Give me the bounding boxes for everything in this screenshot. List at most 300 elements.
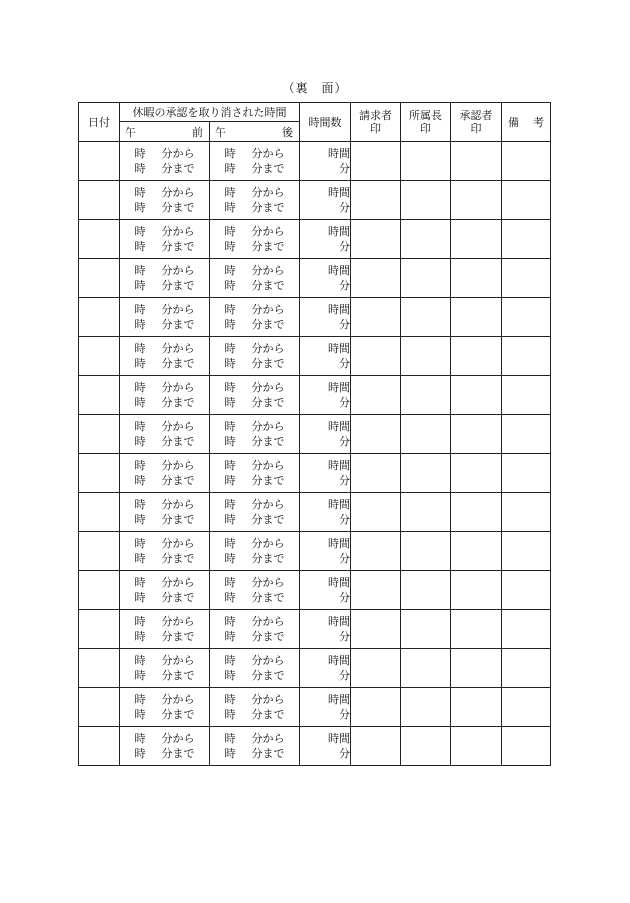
hours-unit-label: 時間 <box>328 459 350 472</box>
hour-label: 時 <box>134 747 146 760</box>
hour-label: 時 <box>134 279 146 292</box>
approver-seal-cell[interactable] <box>451 181 502 220</box>
remarks-cell[interactable] <box>502 610 551 649</box>
am-time-cell[interactable] <box>120 532 210 571</box>
minutes-from-label: 分から <box>161 381 195 394</box>
minutes-from-label: 分から <box>251 615 285 628</box>
minutes-unit-label: 分 <box>339 747 350 760</box>
minutes-to-label: 分まで <box>161 396 195 409</box>
hour-label: 時 <box>134 162 146 175</box>
dept-head-seal-cell[interactable] <box>401 688 451 727</box>
table-row <box>79 415 551 454</box>
date-cell[interactable] <box>79 142 120 181</box>
pm-time-cell[interactable] <box>210 337 300 376</box>
hours-unit-label: 時間 <box>328 147 350 160</box>
requester-seal-cell[interactable] <box>351 454 401 493</box>
approver-seal-cell[interactable] <box>451 571 502 610</box>
hour-label: 時 <box>134 186 146 199</box>
pm-time-cell[interactable] <box>210 220 300 259</box>
hours-cell[interactable] <box>300 571 351 610</box>
am-time-cell[interactable] <box>120 181 210 220</box>
hour-label: 時 <box>134 513 146 526</box>
requester-seal-cell[interactable] <box>351 337 401 376</box>
hour-label: 時 <box>134 240 146 253</box>
approver-seal-cell[interactable] <box>451 337 502 376</box>
approver-seal-cell[interactable] <box>451 220 502 259</box>
approver-seal-cell[interactable] <box>451 298 502 337</box>
header-dept-head-seal-label: 印 <box>420 122 431 135</box>
remarks-cell[interactable] <box>502 298 551 337</box>
minutes-to-label: 分まで <box>161 162 195 175</box>
am-time-cell[interactable] <box>120 376 210 415</box>
minutes-to-label: 分まで <box>161 513 195 526</box>
minutes-from-label: 分から <box>161 147 195 160</box>
approver-seal-cell[interactable] <box>451 610 502 649</box>
minutes-to-label: 分まで <box>161 201 195 214</box>
hours-unit-label: 時間 <box>328 342 350 355</box>
minutes-from-label: 分から <box>161 498 195 511</box>
hour-label: 時 <box>224 201 236 214</box>
hour-label: 時 <box>134 474 146 487</box>
remarks-cell[interactable] <box>502 493 551 532</box>
requester-seal-cell[interactable] <box>351 649 401 688</box>
pm-time-cell[interactable] <box>210 610 300 649</box>
date-cell[interactable] <box>79 649 120 688</box>
hour-label: 時 <box>134 201 146 214</box>
minutes-to-label: 分まで <box>161 318 195 331</box>
minutes-from-label: 分から <box>251 303 285 316</box>
requester-seal-cell[interactable] <box>351 532 401 571</box>
header-requester-seal-label: 印 <box>370 122 381 135</box>
date-cell[interactable] <box>79 688 120 727</box>
hour-label: 時 <box>224 591 236 604</box>
am-time-cell[interactable] <box>120 298 210 337</box>
minutes-from-label: 分から <box>161 459 195 472</box>
hour-label: 時 <box>224 498 236 511</box>
hour-label: 時 <box>134 381 146 394</box>
remarks-cell[interactable] <box>502 220 551 259</box>
dept-head-seal-cell[interactable] <box>401 220 451 259</box>
pm-time-cell[interactable] <box>210 649 300 688</box>
minutes-to-label: 分まで <box>161 747 195 760</box>
minutes-from-label: 分から <box>251 420 285 433</box>
hour-label: 時 <box>134 147 146 160</box>
hours-unit-label: 時間 <box>328 225 350 238</box>
minutes-to-label: 分まで <box>161 279 195 292</box>
remarks-cell[interactable] <box>502 649 551 688</box>
minutes-unit-label: 分 <box>339 396 350 409</box>
hour-label: 時 <box>134 669 146 682</box>
minutes-from-label: 分から <box>251 654 285 667</box>
minutes-to-label: 分まで <box>251 396 285 409</box>
table-row <box>79 376 551 415</box>
minutes-unit-label: 分 <box>339 279 350 292</box>
hours-cell[interactable] <box>300 727 351 766</box>
hours-unit-label: 時間 <box>328 381 350 394</box>
minutes-from-label: 分から <box>161 342 195 355</box>
hour-label: 時 <box>224 435 236 448</box>
minutes-unit-label: 分 <box>339 240 350 253</box>
pm-time-cell[interactable] <box>210 181 300 220</box>
date-cell[interactable] <box>79 532 120 571</box>
hours-cell[interactable] <box>300 454 351 493</box>
date-cell[interactable] <box>79 493 120 532</box>
header-am <box>120 122 210 142</box>
table-row <box>79 649 551 688</box>
hour-label: 時 <box>224 576 236 589</box>
hour-label: 時 <box>224 357 236 370</box>
minutes-from-label: 分から <box>251 459 285 472</box>
table-row <box>79 142 551 181</box>
remarks-cell[interactable] <box>502 142 551 181</box>
minutes-from-label: 分から <box>251 576 285 589</box>
requester-seal-cell[interactable] <box>351 220 401 259</box>
minutes-from-label: 分から <box>251 498 285 511</box>
minutes-unit-label: 分 <box>339 630 350 643</box>
dept-head-seal-cell[interactable] <box>401 181 451 220</box>
minutes-unit-label: 分 <box>339 552 350 565</box>
approver-seal-cell[interactable] <box>451 727 502 766</box>
hour-label: 時 <box>224 732 236 745</box>
minutes-unit-label: 分 <box>339 162 350 175</box>
hour-label: 時 <box>224 513 236 526</box>
minutes-from-label: 分から <box>161 264 195 277</box>
am-time-cell[interactable] <box>120 649 210 688</box>
minutes-to-label: 分まで <box>251 708 285 721</box>
hours-cell[interactable] <box>300 415 351 454</box>
header-dept-head-label: 所属長 <box>409 109 442 122</box>
dept-head-seal-cell[interactable] <box>401 571 451 610</box>
requester-seal-cell[interactable] <box>351 259 401 298</box>
hour-label: 時 <box>224 630 236 643</box>
hour-label: 時 <box>224 186 236 199</box>
table-row <box>79 259 551 298</box>
requester-seal-cell[interactable] <box>351 181 401 220</box>
remarks-cell[interactable] <box>502 259 551 298</box>
minutes-from-label: 分から <box>161 654 195 667</box>
dept-head-seal-cell[interactable] <box>401 649 451 688</box>
header-cancelled-approval-time: 休暇の承認を取り消された時間 <box>120 103 300 122</box>
hour-label: 時 <box>134 225 146 238</box>
minutes-from-label: 分から <box>251 381 285 394</box>
table-row <box>79 571 551 610</box>
am-time-cell[interactable] <box>120 727 210 766</box>
pm-time-cell[interactable] <box>210 376 300 415</box>
dept-head-seal-cell[interactable] <box>401 532 451 571</box>
date-cell[interactable] <box>79 376 120 415</box>
header-remarks <box>502 103 551 142</box>
date-cell[interactable] <box>79 298 120 337</box>
pm-time-cell[interactable] <box>210 454 300 493</box>
table-row <box>79 181 551 220</box>
hour-label: 時 <box>224 318 236 331</box>
am-time-cell[interactable] <box>120 142 210 181</box>
hours-unit-label: 時間 <box>328 693 350 706</box>
table-row <box>79 220 551 259</box>
approver-seal-cell[interactable] <box>451 532 502 571</box>
hours-unit-label: 時間 <box>328 654 350 667</box>
hours-cell[interactable] <box>300 532 351 571</box>
dept-head-seal-cell[interactable] <box>401 415 451 454</box>
hour-label: 時 <box>134 303 146 316</box>
date-cell[interactable] <box>79 181 120 220</box>
minutes-unit-label: 分 <box>339 318 350 331</box>
pm-time-cell[interactable] <box>210 571 300 610</box>
hour-label: 時 <box>224 420 236 433</box>
remarks-cell[interactable] <box>502 571 551 610</box>
requester-seal-cell[interactable] <box>351 493 401 532</box>
hours-cell[interactable] <box>300 220 351 259</box>
table-row <box>79 727 551 766</box>
date-cell[interactable] <box>79 454 120 493</box>
hour-label: 時 <box>224 669 236 682</box>
date-cell[interactable] <box>79 337 120 376</box>
minutes-to-label: 分まで <box>251 162 285 175</box>
hours-cell[interactable] <box>300 649 351 688</box>
table-row <box>79 688 551 727</box>
am-time-cell[interactable] <box>120 337 210 376</box>
minutes-to-label: 分まで <box>251 435 285 448</box>
hour-label: 時 <box>224 303 236 316</box>
date-cell[interactable] <box>79 259 120 298</box>
approver-seal-cell[interactable] <box>451 454 502 493</box>
dept-head-seal-cell[interactable] <box>401 337 451 376</box>
remarks-cell[interactable] <box>502 376 551 415</box>
hour-label: 時 <box>134 342 146 355</box>
minutes-to-label: 分まで <box>161 591 195 604</box>
minutes-unit-label: 分 <box>339 201 350 214</box>
minutes-to-label: 分まで <box>251 513 285 526</box>
date-cell[interactable] <box>79 415 120 454</box>
minutes-to-label: 分まで <box>251 669 285 682</box>
am-time-cell[interactable] <box>120 259 210 298</box>
approver-seal-cell[interactable] <box>451 259 502 298</box>
header-requester-label: 請求者 <box>359 109 392 122</box>
dept-head-seal-cell[interactable] <box>401 259 451 298</box>
header-remarks-b: 考 <box>533 115 544 129</box>
hour-label: 時 <box>134 732 146 745</box>
hour-label: 時 <box>224 279 236 292</box>
header-pm-a: 午 <box>215 125 226 139</box>
remarks-cell[interactable] <box>502 454 551 493</box>
pm-time-cell[interactable] <box>210 532 300 571</box>
hour-label: 時 <box>134 654 146 667</box>
date-cell[interactable] <box>79 727 120 766</box>
minutes-unit-label: 分 <box>339 513 350 526</box>
hours-cell[interactable] <box>300 337 351 376</box>
minutes-from-label: 分から <box>251 225 285 238</box>
header-pm <box>210 122 300 142</box>
hours-cell[interactable] <box>300 688 351 727</box>
minutes-unit-label: 分 <box>339 474 350 487</box>
header-am-b: 前 <box>192 125 203 139</box>
hour-label: 時 <box>224 693 236 706</box>
table-row <box>79 610 551 649</box>
header-dept-head-seal <box>401 103 451 142</box>
pm-time-cell[interactable] <box>210 259 300 298</box>
requester-seal-cell[interactable] <box>351 376 401 415</box>
minutes-to-label: 分まで <box>251 357 285 370</box>
header-approver-seal <box>451 103 502 142</box>
dept-head-seal-cell[interactable] <box>401 454 451 493</box>
hour-label: 時 <box>224 225 236 238</box>
pm-time-cell[interactable] <box>210 688 300 727</box>
requester-seal-cell[interactable] <box>351 571 401 610</box>
am-time-cell[interactable] <box>120 610 210 649</box>
hour-label: 時 <box>134 420 146 433</box>
hour-label: 時 <box>224 264 236 277</box>
hour-label: 時 <box>134 630 146 643</box>
hour-label: 時 <box>134 576 146 589</box>
requester-seal-cell[interactable] <box>351 298 401 337</box>
approver-seal-cell[interactable] <box>451 376 502 415</box>
date-cell[interactable] <box>79 610 120 649</box>
requester-seal-cell[interactable] <box>351 727 401 766</box>
hours-cell[interactable] <box>300 610 351 649</box>
hour-label: 時 <box>134 459 146 472</box>
minutes-from-label: 分から <box>161 693 195 706</box>
hour-label: 時 <box>224 615 236 628</box>
dept-head-seal-cell[interactable] <box>401 376 451 415</box>
minutes-to-label: 分まで <box>251 747 285 760</box>
table-row <box>79 298 551 337</box>
minutes-unit-label: 分 <box>339 357 350 370</box>
hours-unit-label: 時間 <box>328 537 350 550</box>
leave-cancellation-table <box>78 102 551 766</box>
minutes-from-label: 分から <box>251 186 285 199</box>
hours-unit-label: 時間 <box>328 576 350 589</box>
dept-head-seal-cell[interactable] <box>401 727 451 766</box>
hours-unit-label: 時間 <box>328 186 350 199</box>
hours-cell[interactable] <box>300 181 351 220</box>
minutes-from-label: 分から <box>161 732 195 745</box>
minutes-to-label: 分まで <box>161 240 195 253</box>
hour-label: 時 <box>134 552 146 565</box>
minutes-to-label: 分まで <box>251 630 285 643</box>
hour-label: 時 <box>224 708 236 721</box>
dept-head-seal-cell[interactable] <box>401 298 451 337</box>
hours-cell[interactable] <box>300 298 351 337</box>
remarks-cell[interactable] <box>502 727 551 766</box>
header-requester-seal <box>351 103 401 142</box>
am-time-cell[interactable] <box>120 454 210 493</box>
hour-label: 時 <box>224 654 236 667</box>
minutes-unit-label: 分 <box>339 708 350 721</box>
minutes-from-label: 分から <box>251 732 285 745</box>
pm-time-cell[interactable] <box>210 415 300 454</box>
minutes-to-label: 分まで <box>161 708 195 721</box>
approver-seal-cell[interactable] <box>451 415 502 454</box>
hour-label: 時 <box>134 357 146 370</box>
minutes-to-label: 分まで <box>251 552 285 565</box>
header-pm-b: 後 <box>282 125 293 139</box>
minutes-from-label: 分から <box>251 264 285 277</box>
remarks-cell[interactable] <box>502 532 551 571</box>
minutes-from-label: 分から <box>251 147 285 160</box>
dept-head-seal-cell[interactable] <box>401 493 451 532</box>
minutes-from-label: 分から <box>251 537 285 550</box>
remarks-cell[interactable] <box>502 415 551 454</box>
header-approver-label: 承認者 <box>459 109 493 122</box>
hour-label: 時 <box>224 162 236 175</box>
table-row <box>79 337 551 376</box>
approver-seal-cell[interactable] <box>451 493 502 532</box>
minutes-unit-label: 分 <box>339 669 350 682</box>
hours-unit-label: 時間 <box>328 303 350 316</box>
hours-cell[interactable] <box>300 376 351 415</box>
pm-time-cell[interactable] <box>210 298 300 337</box>
hours-cell[interactable] <box>300 493 351 532</box>
date-cell[interactable] <box>79 571 120 610</box>
hour-label: 時 <box>134 591 146 604</box>
hours-cell[interactable] <box>300 259 351 298</box>
pm-time-cell[interactable] <box>210 493 300 532</box>
hours-unit-label: 時間 <box>328 732 350 745</box>
hour-label: 時 <box>134 435 146 448</box>
requester-seal-cell[interactable] <box>351 142 401 181</box>
date-cell[interactable] <box>79 220 120 259</box>
page-title: （裏 面） <box>282 81 348 95</box>
hour-label: 時 <box>134 498 146 511</box>
minutes-to-label: 分まで <box>251 279 285 292</box>
requester-seal-cell[interactable] <box>351 688 401 727</box>
requester-seal-cell[interactable] <box>351 415 401 454</box>
hour-label: 時 <box>134 708 146 721</box>
requester-seal-cell[interactable] <box>351 610 401 649</box>
pm-time-cell[interactable] <box>210 142 300 181</box>
minutes-from-label: 分から <box>161 225 195 238</box>
hour-label: 時 <box>224 147 236 160</box>
approver-seal-cell[interactable] <box>451 688 502 727</box>
minutes-from-label: 分から <box>161 576 195 589</box>
minutes-from-label: 分から <box>251 342 285 355</box>
hour-label: 時 <box>224 459 236 472</box>
table-row <box>79 493 551 532</box>
remarks-cell[interactable] <box>502 688 551 727</box>
minutes-from-label: 分から <box>161 537 195 550</box>
minutes-from-label: 分から <box>251 693 285 706</box>
hours-unit-label: 時間 <box>328 420 350 433</box>
remarks-cell[interactable] <box>502 181 551 220</box>
table-row <box>79 532 551 571</box>
header-date: 日付 <box>79 103 120 142</box>
hour-label: 時 <box>134 318 146 331</box>
approver-seal-cell[interactable] <box>451 649 502 688</box>
minutes-to-label: 分まで <box>251 201 285 214</box>
am-time-cell[interactable] <box>120 571 210 610</box>
hours-unit-label: 時間 <box>328 498 350 511</box>
am-time-cell[interactable] <box>120 415 210 454</box>
am-time-cell[interactable] <box>120 220 210 259</box>
hour-label: 時 <box>224 240 236 253</box>
hour-label: 時 <box>224 474 236 487</box>
hours-cell[interactable] <box>300 142 351 181</box>
am-time-cell[interactable] <box>120 493 210 532</box>
hour-label: 時 <box>134 537 146 550</box>
am-time-cell[interactable] <box>120 688 210 727</box>
pm-time-cell[interactable] <box>210 727 300 766</box>
minutes-to-label: 分まで <box>161 630 195 643</box>
remarks-cell[interactable] <box>502 337 551 376</box>
dept-head-seal-cell[interactable] <box>401 142 451 181</box>
minutes-unit-label: 分 <box>339 435 350 448</box>
minutes-unit-label: 分 <box>339 591 350 604</box>
approver-seal-cell[interactable] <box>451 142 502 181</box>
minutes-to-label: 分まで <box>251 591 285 604</box>
table-row <box>79 454 551 493</box>
dept-head-seal-cell[interactable] <box>401 610 451 649</box>
header-am-a: 午 <box>125 125 136 139</box>
